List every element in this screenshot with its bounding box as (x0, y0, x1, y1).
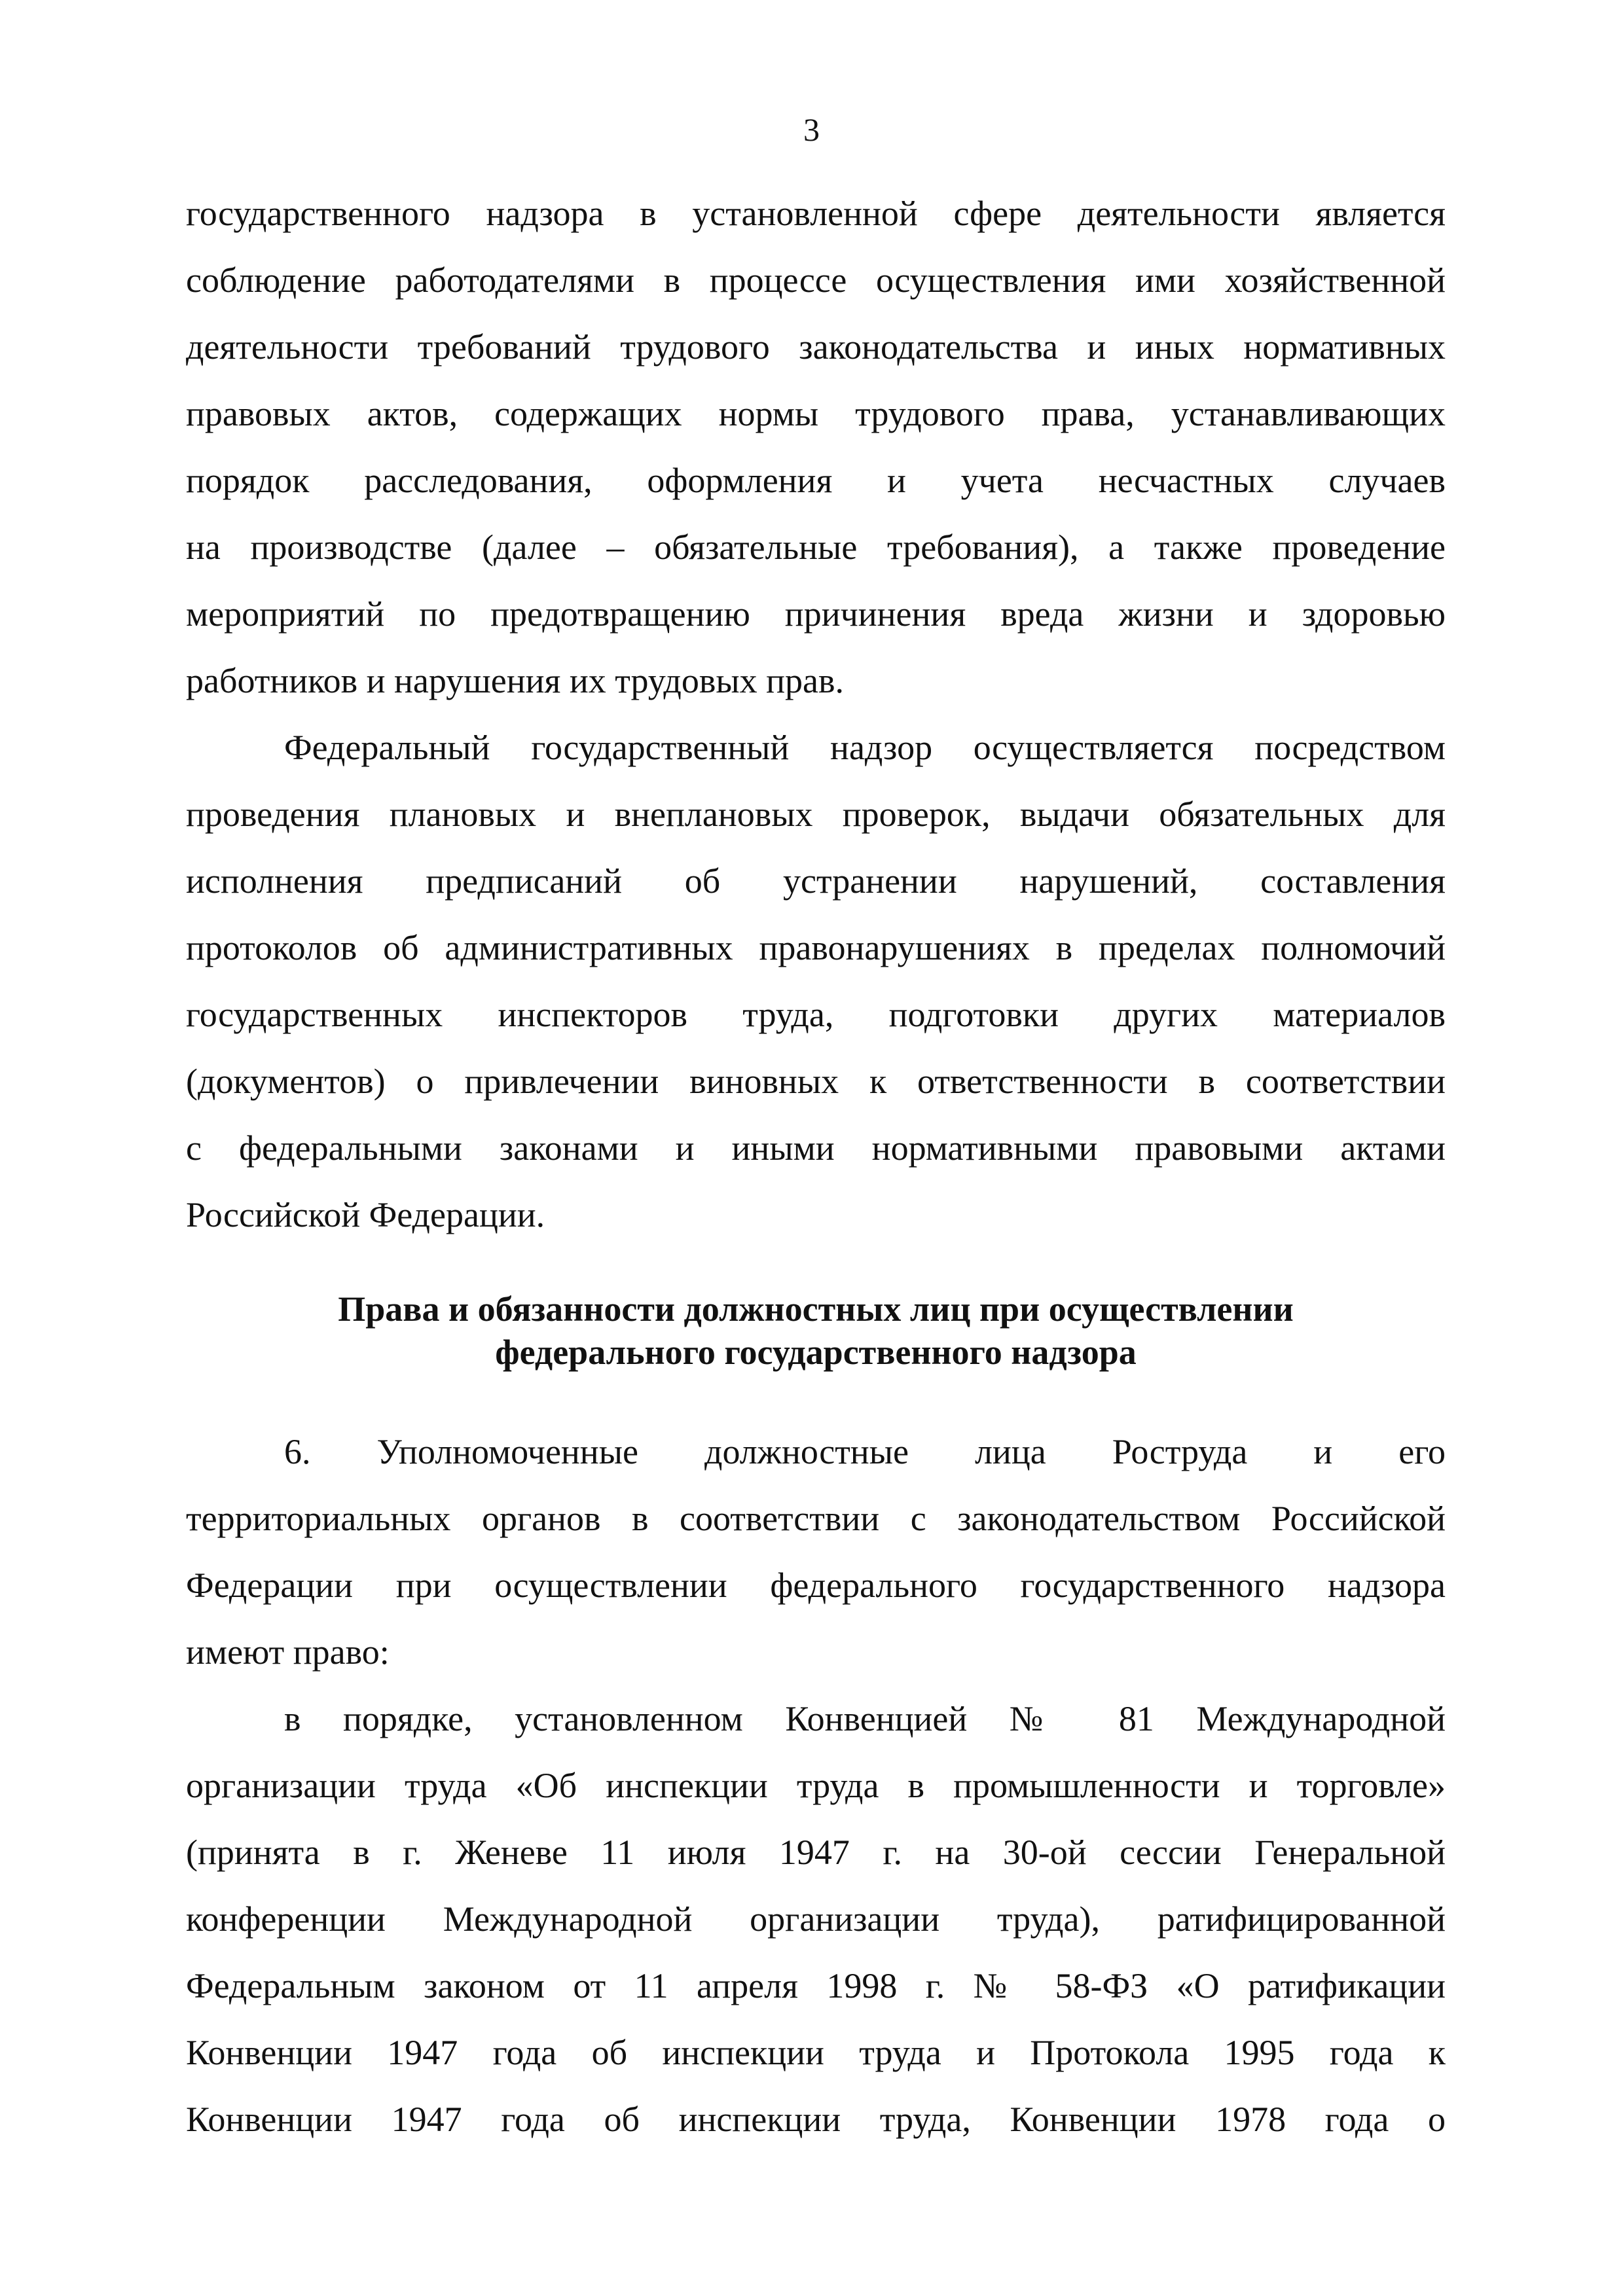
paragraph-2 (186, 714, 1446, 1248)
paragraph-line: протоколов об административных правонарушениях в пределах полномочий (186, 928, 1446, 967)
paragraph-line: порядок расследования, оформления и учета несчастных случаев (186, 461, 1446, 500)
section-6-item (186, 1685, 1446, 2153)
paragraph-line: Федеральный государственный надзор осуществляется посредством (284, 728, 1446, 767)
spacer (186, 1374, 1446, 1418)
paragraph-line: (документов) о привлечении виновных к ответственности в соответствии (186, 1062, 1446, 1101)
section-heading-line-2: федерального государственного надзора (495, 1333, 1137, 1372)
paragraph-line: имеют право: (186, 1632, 390, 1672)
paragraph-line: Федерации при осуществлении федерального государственного надзора (186, 1566, 1446, 1605)
paragraph-line: исполнения предписаний об устранении нарушений, составления (186, 861, 1446, 901)
section-heading-line-1: Права и обязанности должностных лиц при осуществлении (338, 1289, 1294, 1329)
paragraph-line: Конвенции 1947 года об инспекции труда и Протокола 1995 года к (186, 2033, 1446, 2072)
spacer (186, 1248, 1446, 1287)
paragraph-line: Российской Федерации. (186, 1195, 545, 1234)
paragraph-line: 6. Уполномоченные должностные лица Роструда и его (284, 1432, 1446, 1471)
paragraph-line: с федеральными законами и иными нормативными правовыми актами (186, 1128, 1446, 1168)
paragraph-line: мероприятий по предотвращению причинения вреда жизни и здоровью (186, 594, 1446, 634)
paragraph-line: организации труда «Об инспекции труда в промышленности и торговле» (186, 1766, 1446, 1805)
section-6 (186, 1418, 1446, 1685)
paragraph-line: (принята в г. Женеве 11 июля 1947 г. на 30-ой сессии Генеральной (186, 1833, 1446, 1872)
paragraph-line: деятельности требований трудового законодательства и иных нормативных (186, 327, 1446, 367)
paragraph-line: государственных инспекторов труда, подготовки других материалов (186, 995, 1446, 1034)
paragraph-line: конференции Международной организации труда), ратифицированной (186, 1899, 1446, 1939)
paragraph-line: Конвенции 1947 года об инспекции труда, Конвенции 1978 года о (186, 2100, 1446, 2139)
page-number: 3 (803, 111, 820, 148)
paragraph-line: соблюдение работодателями в процессе осуществления ими хозяйственной (186, 260, 1446, 300)
paragraph-line: территориальных органов в соответствии с законодательством Российской (186, 1499, 1446, 1538)
paragraph-line: правовых актов, содержащих нормы трудового права, устанавливающих (186, 394, 1446, 433)
paragraph-line: на производстве (далее – обязательные требования), а также проведение (186, 528, 1446, 567)
paragraph-line: государственного надзора в установленной сфере деятельности является (186, 194, 1446, 233)
paragraph-1 (186, 180, 1446, 714)
paragraph-line: работников и нарушения их трудовых прав. (186, 661, 845, 700)
paragraph-line: в порядке, установленном Конвенцией № 81 Международной (284, 1699, 1446, 1738)
paragraph-line: Федеральным законом от 11 апреля 1998 г. № 58-ФЗ «О ратификации (186, 1966, 1446, 2005)
section-heading (186, 1287, 1446, 1374)
paragraph-line: проведения плановых и внеплановых проверок, выдачи обязательных для (186, 795, 1446, 834)
document-body (186, 180, 1446, 2153)
